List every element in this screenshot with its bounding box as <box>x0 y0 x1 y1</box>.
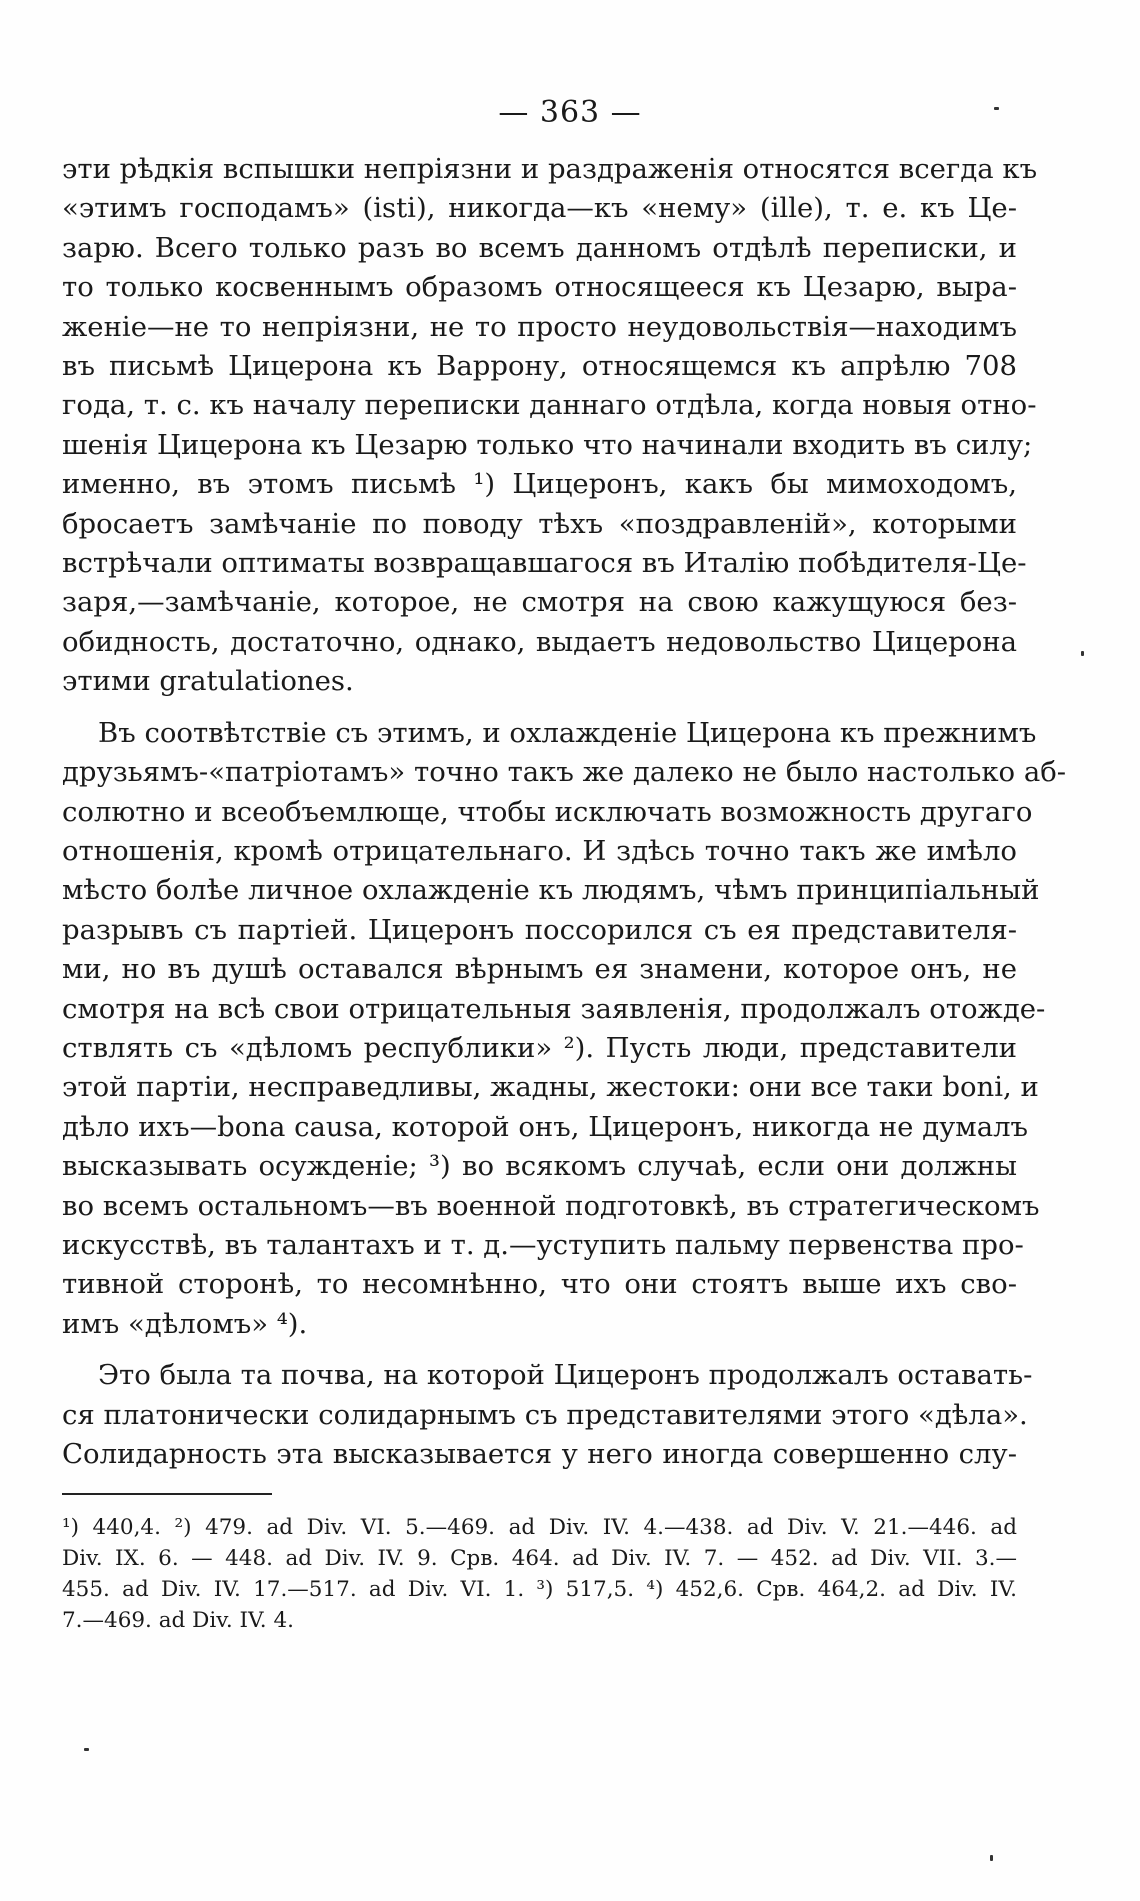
text-line: шенія Цицерона къ Цезарю только что начинали входить въ силу; <box>62 428 1033 461</box>
text-line: бросаетъ замѣчаніе по поводу тѣхъ «поздравленій», которыми <box>62 507 1017 540</box>
text-line: смотря на всѣ свои отрицательныя заявленія, продолжалъ отожде- <box>62 992 1046 1025</box>
page-number: — 363 — <box>498 95 642 130</box>
text-line: въ письмѣ Цицерона къ Варрону, относящемся къ апрѣлю 708 <box>62 350 1017 383</box>
paragraph <box>62 150 1038 702</box>
text-line: ми, но въ душѣ оставался вѣрнымъ ея знамени, которое онъ, не <box>62 953 1017 986</box>
text-line: года, т. с. къ началу переписки даннаго отдѣла, когда новыя отно- <box>62 389 1037 422</box>
text-line: тивной сторонѣ, то несомнѣнно, что они стоятъ выше ихъ сво- <box>62 1268 1017 1301</box>
main-text <box>62 150 1067 1474</box>
text-line: этой партіи, несправедливы, жадны, жестоки: они все таки boni, и <box>62 1071 1039 1104</box>
text-line: друзьямъ-«патріотамъ» точно такъ же далеко не было настолько аб- <box>62 756 1067 789</box>
text-line: отношенія, кромѣ отрицательнаго. И здѣсь точно такъ же имѣло <box>62 834 1017 867</box>
print-speck <box>1081 651 1084 656</box>
print-speck <box>84 1748 89 1751</box>
footnote-divider <box>62 1493 272 1495</box>
footnote-line: 455. ad Div. IV. 17.—517. ad Div. VI. 1. ³) 517,5. ⁴) 452,6. Срв. 464,2. ad Div. IV. <box>62 1577 1017 1602</box>
text-line: то только косвеннымъ образомъ относящееся къ Цезарю, выра- <box>62 271 1017 304</box>
paragraph-gap <box>62 1344 1017 1356</box>
print-speck <box>994 107 999 110</box>
text-line: Солидарность эта высказывается у него иногда совершенно слу- <box>62 1438 1017 1470</box>
text-line: дѣло ихъ—bona causa, которой онъ, Цицеронъ, никогда не думалъ <box>62 1110 1029 1143</box>
print-speck <box>990 1855 993 1861</box>
footnote-line: ¹) 440,4. ²) 479. ad Div. VI. 5.—469. ad Div. IV. 4.—438. ad Div. V. 21.—446. ad <box>62 1515 1017 1540</box>
text-line: обидность, достаточно, однако, выдаетъ недовольство Цицерона <box>62 625 1017 658</box>
text-line: этими gratulationes. <box>62 665 354 698</box>
paragraph <box>62 714 1067 1345</box>
text-line: имъ «дѣломъ» ⁴). <box>62 1307 308 1340</box>
text-line: во всемъ остальномъ—въ военной подготовкѣ, въ стратегическомъ <box>62 1189 1040 1222</box>
text-line: мѣсто болѣе личное охлажденіе къ людямъ, чѣмъ принципіальный <box>62 874 1040 907</box>
text-line: заря,—замѣчаніе, которое, не смотря на свою кажущуюся без- <box>62 586 1017 619</box>
text-line: Въ соотвѣтствіе съ этимъ, и охлажденіе Цицерона къ прежнимъ <box>98 716 1037 749</box>
text-line: зарю. Всего только разъ во всемъ данномъ отдѣлѣ переписки, и <box>62 231 1017 264</box>
footnote-line: 7.—469. ad Div. IV. 4. <box>62 1608 294 1633</box>
text-line: разрывъ съ партіей. Цицеронъ поссорился съ ея представителя- <box>62 913 1017 946</box>
text-line: именно, въ этомъ письмѣ ¹) Цицеронъ, какъ бы мимоходомъ, <box>62 468 1017 501</box>
footnotes <box>62 1512 1017 1636</box>
paragraph <box>62 1356 1033 1474</box>
text-line: встрѣчали оптиматы возвращавшагося въ Италію побѣдителя-Це- <box>62 547 1027 580</box>
footnote-line: Div. IX. 6. — 448. ad Div. IV. 9. Срв. 464. ad Div. IV. 7. — 452. ad Div. VII. 3.— <box>62 1546 1017 1571</box>
text-line: искусствѣ, въ талантахъ и т. д.—уступить пальму первенства про- <box>62 1228 1024 1261</box>
text-line: женіе—не то непріязни, не то просто неудовольствія—находимъ <box>62 310 1017 343</box>
text-line: эти рѣдкія вспышки непріязни и раздраженія относятся всегда къ <box>62 153 1038 185</box>
text-line: ствлять съ «дѣломъ республики» ²). Пусть люди, представители <box>62 1031 1017 1064</box>
text-line: ся платонически солидарнымъ съ представителями этого «дѣла». <box>62 1398 1028 1431</box>
paragraph-gap <box>62 702 1017 714</box>
text-line: солютно и всеобъемлюще, чтобы исключать возможность другаго <box>62 795 1033 828</box>
text-line: «этимъ господамъ» (isti), никогда—къ «нему» (ille), т. е. къ Це- <box>62 192 1017 225</box>
text-line: Это была та почва, на которой Цицеронъ продолжалъ оставать- <box>98 1359 1033 1392</box>
text-line: высказывать осужденіе; ³) во всякомъ случаѣ, если они должны <box>62 1150 1017 1183</box>
